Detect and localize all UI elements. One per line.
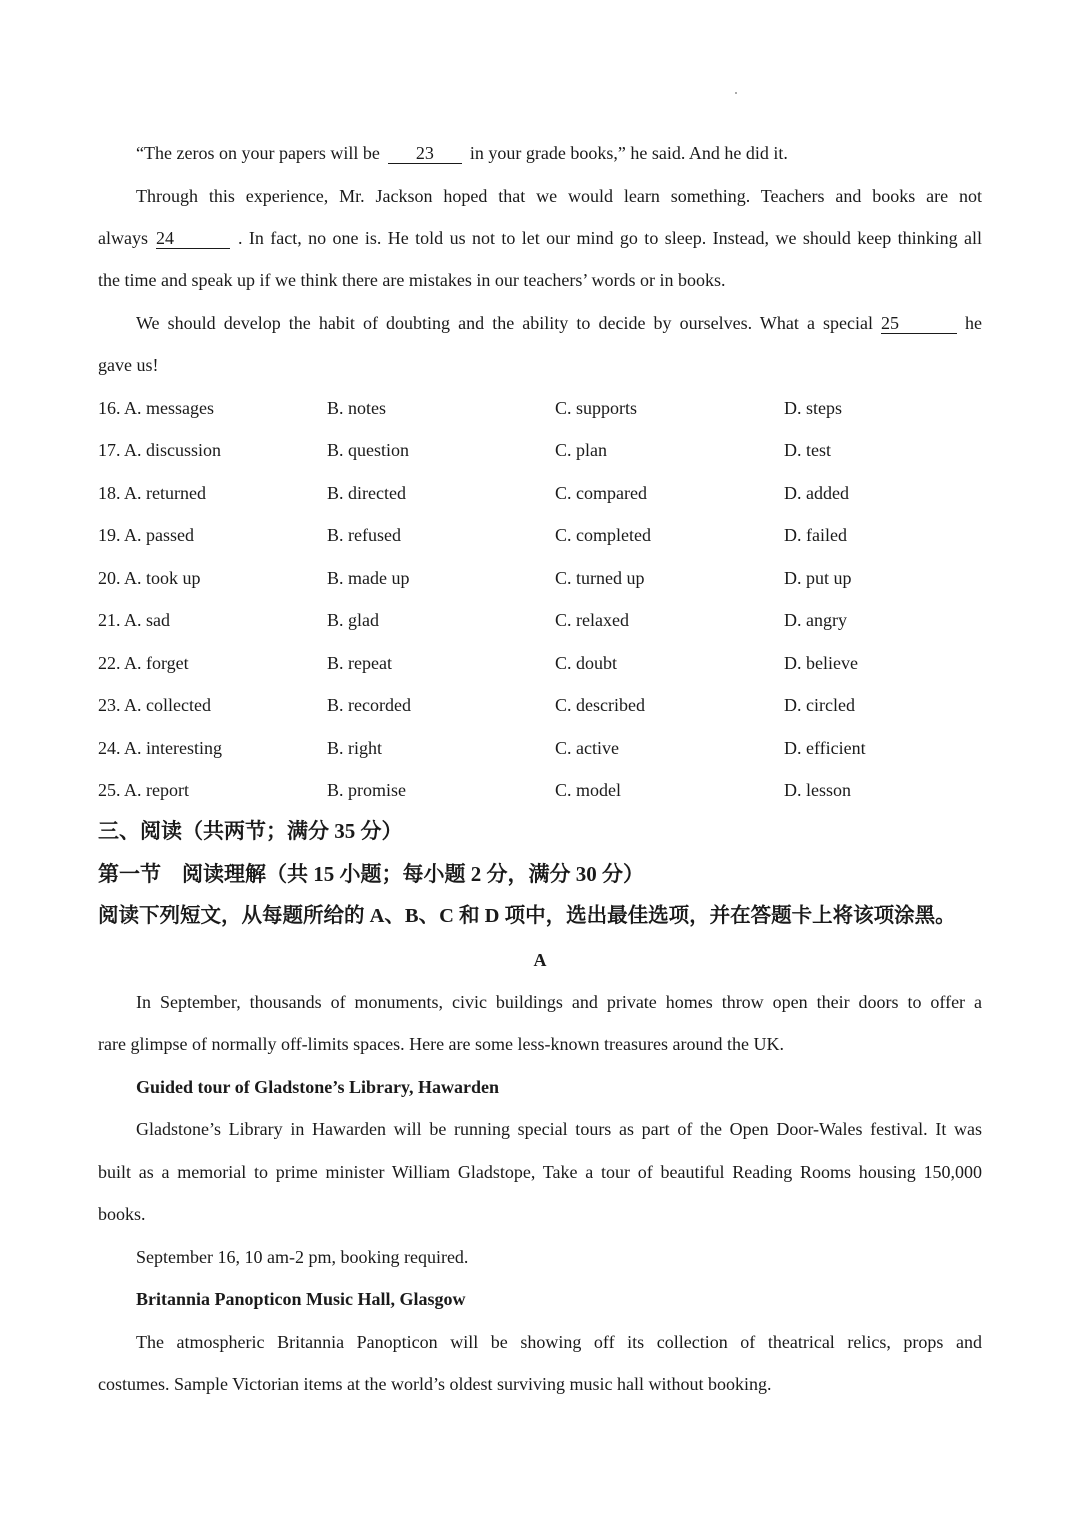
panopticon-line-1: The atmospheric Britannia Panopticon will be showing off its collection of theatrical relics, props and [136, 1332, 982, 1352]
option-22-c: C. doubt [555, 653, 618, 673]
cloze-line-4: the time and speak up if we think there are mistakes in our teachers’ words or in books. [98, 270, 726, 290]
option-21-d: D. angry [784, 610, 847, 630]
cloze-line-5: We should develop the habit of doubting and the ability to decide by ourselves. What a special 25 he [136, 313, 982, 333]
option-20-d: D. put up [784, 568, 852, 588]
heading-britannia-panopticon: Britannia Panopticon Music Hall, Glasgow [136, 1289, 466, 1309]
option-23-a: 23. A. collected [98, 695, 211, 715]
option-19-c: C. completed [555, 525, 651, 545]
option-24-a: 24. A. interesting [98, 738, 222, 758]
cloze-line-2: Through this experience, Mr. Jackson hoped that we would learn something. Teachers and books are not [136, 186, 982, 206]
option-17-d: D. test [784, 440, 831, 460]
option-25-d: D. lesson [784, 780, 851, 800]
option-17-b: B. question [327, 440, 410, 460]
option-17-c: C. plan [555, 440, 607, 460]
blank-23: 23 [388, 143, 462, 164]
option-24-c: C. active [555, 738, 619, 758]
instruction: 阅读下列短文，从每题所给的 A、B、C 和 D 项中，选出最佳选项，并在答题卡上将该项涂黑。 [98, 905, 956, 927]
option-18-c: C. compared [555, 483, 647, 503]
heading-gladstone-library: Guided tour of Gladstone’s Library, Hawarden [136, 1077, 500, 1097]
library-line-1: Gladstone’s Library in Hawarden will be running special tours as part of the Open Door-Wales festival. It was [136, 1119, 982, 1139]
cloze-line-3: always 24 . In fact, no one is. He told us not to let our mind go to sleep. Instead, we should keep thinking all [98, 228, 982, 248]
option-19-d: D. failed [784, 525, 847, 545]
passage-label: A [533, 950, 547, 970]
blank-24: 24 [156, 228, 230, 249]
option-18-d: D. added [784, 483, 849, 503]
option-24-b: B. right [327, 738, 383, 758]
option-22-a: 22. A. forget [98, 653, 189, 673]
option-16-d: D. steps [784, 398, 842, 418]
cloze-line-1: “The zeros on your papers will be 23 in your grade books,” he said. And he did it. [136, 143, 788, 163]
option-18-b: B. directed [327, 483, 406, 503]
scan-speck [735, 92, 737, 94]
option-20-b: B. made up [327, 568, 410, 588]
section-title: 三、阅读（共两节；满分 35 分） [98, 819, 403, 843]
intro-line-1: In September, thousands of monuments, civic buildings and private homes throw open their doors to offer a [136, 992, 982, 1012]
option-20-c: C. turned up [555, 568, 645, 588]
option-19-b: B. refused [327, 525, 401, 545]
option-25-a: 25. A. report [98, 780, 189, 800]
option-22-d: D. believe [784, 653, 858, 673]
option-21-c: C. relaxed [555, 610, 629, 630]
option-19-a: 19. A. passed [98, 525, 194, 545]
option-25-b: B. promise [327, 780, 406, 800]
option-25-c: C. model [555, 780, 621, 800]
option-22-b: B. repeat [327, 653, 392, 673]
option-23-c: C. described [555, 695, 645, 715]
option-16-b: B. notes [327, 398, 387, 418]
library-line-3: books. [98, 1204, 146, 1224]
option-20-a: 20. A. took up [98, 568, 201, 588]
option-17-a: 17. A. discussion [98, 440, 222, 460]
option-18-a: 18. A. returned [98, 483, 206, 503]
option-24-d: D. efficient [784, 738, 866, 758]
blank-25: 25 [881, 313, 957, 334]
panopticon-line-2: costumes. Sample Victorian items at the world’s oldest surviving music hall without booking. [98, 1374, 772, 1394]
cloze-line-6: gave us! [98, 355, 159, 375]
option-21-a: 21. A. sad [98, 610, 170, 630]
option-16-a: 16. A. messages [98, 398, 214, 418]
option-16-c: C. supports [555, 398, 638, 418]
library-date: September 16, 10 am-2 pm, booking required. [136, 1247, 469, 1267]
part-title: 第一节 阅读理解（共 15 小题；每小题 2 分，满分 30 分） [98, 862, 644, 886]
option-23-b: B. recorded [327, 695, 411, 715]
option-23-d: D. circled [784, 695, 855, 715]
library-line-2: built as a memorial to prime minister William Gladstope, Take a tour of beautiful Reading Rooms housing 150,000 [98, 1162, 982, 1182]
intro-line-2: rare glimpse of normally off-limits spaces. Here are some less-known treasures around the UK. [98, 1034, 784, 1054]
option-21-b: B. glad [327, 610, 379, 630]
